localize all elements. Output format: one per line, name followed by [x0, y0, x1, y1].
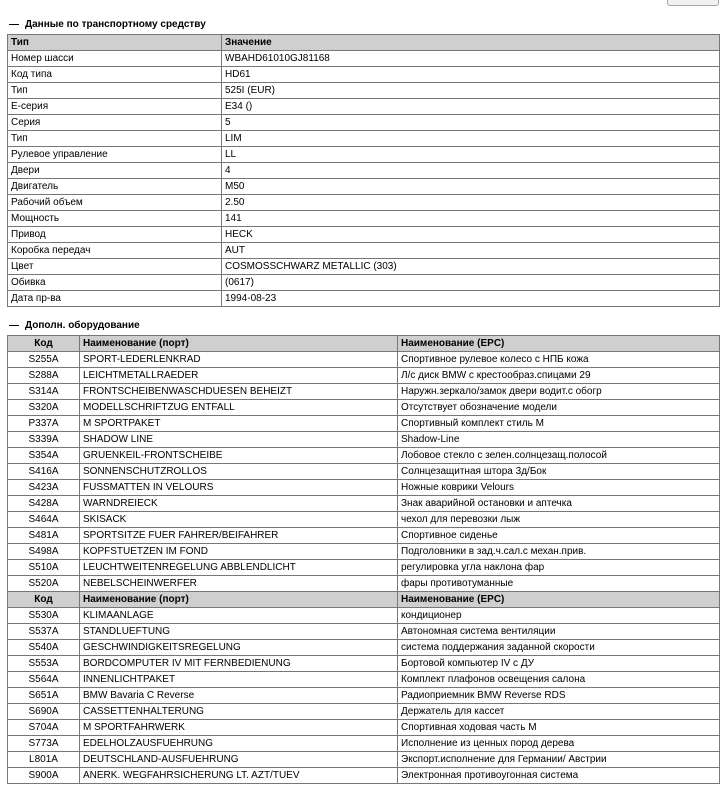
vehicle-row	[8, 211, 720, 227]
equipment-code: S690A	[8, 704, 80, 720]
vehicle-row-label: Дата пр-ва	[8, 291, 222, 307]
equipment-code: S900A	[8, 768, 80, 784]
vehicle-row-label: Привод	[8, 227, 222, 243]
equipment-table-header	[8, 592, 720, 608]
vehicle-row-value: 4	[222, 163, 720, 179]
equipment-name-epc: Экспорт.исполнение для Германии/ Австрии	[398, 752, 720, 768]
equipment-row	[8, 432, 720, 448]
vehicle-row-label: Тип	[8, 83, 222, 99]
vehicle-row-label: Рулевое управление	[8, 147, 222, 163]
vehicle-row	[8, 67, 720, 83]
vehicle-row	[8, 275, 720, 291]
equipment-row	[8, 736, 720, 752]
equipment-name-epc: Лобовое стекло с зелен.солнцезащ.полосой	[398, 448, 720, 464]
equipment-row	[8, 752, 720, 768]
equipment-name-epc: Спортивное рулевое колесо с НПБ кожа	[398, 352, 720, 368]
equipment-row	[8, 464, 720, 480]
equipment-section-header[interactable]	[9, 319, 140, 333]
equipment-table	[7, 335, 720, 784]
vehicle-data-table	[7, 34, 720, 307]
equipment-name-port: GRUENKEIL-FRONTSCHEIBE	[80, 448, 398, 464]
vehicle-row-label: E-серия	[8, 99, 222, 115]
vehicle-row-label: Обивка	[8, 275, 222, 291]
equipment-name-port: EDELHOLZAUSFUEHRUNG	[80, 736, 398, 752]
equipment-code: S537A	[8, 624, 80, 640]
equipment-name-epc: Спортивный комплект стиль M	[398, 416, 720, 432]
equipment-name-epc: Радиоприемник BMW Reverse RDS	[398, 688, 720, 704]
equipment-name-epc: Бортовой компьютер IV с ДУ	[398, 656, 720, 672]
column-header-type: Тип	[8, 35, 222, 51]
vehicle-row-label: Код типа	[8, 67, 222, 83]
equipment-code: S553A	[8, 656, 80, 672]
equipment-name-port: GESCHWINDIGKEITSREGELUNG	[80, 640, 398, 656]
equipment-code: S510A	[8, 560, 80, 576]
vehicle-row-value: AUT	[222, 243, 720, 259]
column-header-code: Код	[8, 336, 80, 352]
vehicle-row-value: (0617)	[222, 275, 720, 291]
equipment-name-port: KLIMAANLAGE	[80, 608, 398, 624]
vehicle-row-value: M50	[222, 179, 720, 195]
equipment-name-port: STANDLUEFTUNG	[80, 624, 398, 640]
column-header-name-epc: Наименование (EPC)	[398, 592, 720, 608]
vehicle-row-value: E34 ()	[222, 99, 720, 115]
equipment-code: S704A	[8, 720, 80, 736]
equipment-name-port: M SPORTFAHRWERK	[80, 720, 398, 736]
vehicle-row-value: HD61	[222, 67, 720, 83]
equipment-code: S314A	[8, 384, 80, 400]
vehicle-row	[8, 243, 720, 259]
vehicle-row	[8, 195, 720, 211]
vehicle-row	[8, 147, 720, 163]
equipment-row	[8, 528, 720, 544]
equipment-row	[8, 720, 720, 736]
equipment-row	[8, 608, 720, 624]
equipment-name-epc: Shadow-Line	[398, 432, 720, 448]
vehicle-row-value: LL	[222, 147, 720, 163]
equipment-row	[8, 560, 720, 576]
vehicle-row-label: Коробка передач	[8, 243, 222, 259]
equipment-code: S320A	[8, 400, 80, 416]
vehicle-row	[8, 115, 720, 131]
equipment-name-port: SHADOW LINE	[80, 432, 398, 448]
equipment-name-epc: Держатель для кассет	[398, 704, 720, 720]
vehicle-row	[8, 179, 720, 195]
equipment-code: S339A	[8, 432, 80, 448]
equipment-row	[8, 480, 720, 496]
equipment-section-title: Дополн. оборудование	[25, 320, 140, 331]
equipment-name-epc: Спортивное сиденье	[398, 528, 720, 544]
equipment-code: S651A	[8, 688, 80, 704]
equipment-row	[8, 576, 720, 592]
equipment-name-port: FUSSMATTEN IN VELOURS	[80, 480, 398, 496]
equipment-name-epc: регулировка угла наклона фар	[398, 560, 720, 576]
vehicle-row-value: WBAHD61010GJ81168	[222, 51, 720, 67]
equipment-name-epc: фары противотуманные	[398, 576, 720, 592]
equipment-code: S354A	[8, 448, 80, 464]
equipment-name-port: SKISACK	[80, 512, 398, 528]
vehicle-row-value: 2.50	[222, 195, 720, 211]
equipment-row	[8, 512, 720, 528]
vehicle-table-body	[8, 51, 720, 307]
equipment-row	[8, 448, 720, 464]
equipment-name-port: CASSETTENHALTERUNG	[80, 704, 398, 720]
equipment-name-port: BORDCOMPUTER IV MIT FERNBEDIENUNG	[80, 656, 398, 672]
equipment-code: S481A	[8, 528, 80, 544]
equipment-name-epc: система поддержания заданной скорости	[398, 640, 720, 656]
vehicle-row	[8, 259, 720, 275]
equipment-code: S530A	[8, 608, 80, 624]
equipment-name-epc: Л/с диск BMW с крестообраз.спицами 29	[398, 368, 720, 384]
equipment-name-port: NEBELSCHEINWERFER	[80, 576, 398, 592]
equipment-name-epc: Электронная противоугонная система	[398, 768, 720, 784]
equipment-name-port: MODELLSCHRIFTZUG ENTFALL	[80, 400, 398, 416]
vehicle-row-value: HECK	[222, 227, 720, 243]
equipment-name-epc: Исполнение из ценных пород дерева	[398, 736, 720, 752]
equipment-name-epc: Солнцезащитная штора 3д/Бок	[398, 464, 720, 480]
equipment-name-port: FRONTSCHEIBENWASCHDUESEN BEHEIZT	[80, 384, 398, 400]
equipment-row	[8, 640, 720, 656]
vehicle-section-header[interactable]	[9, 18, 206, 32]
vehicle-row-label: Двери	[8, 163, 222, 179]
equipment-name-port: DEUTSCHLAND-AUSFUEHRUNG	[80, 752, 398, 768]
vehicle-row-value: COSMOSSCHWARZ METALLIC (303)	[222, 259, 720, 275]
equipment-code: S773A	[8, 736, 80, 752]
equipment-name-epc: чехол для перевозки лыж	[398, 512, 720, 528]
equipment-name-epc: Ножные коврики Velours	[398, 480, 720, 496]
equipment-name-epc: Знак аварийной остановки и аптечка	[398, 496, 720, 512]
equipment-row	[8, 656, 720, 672]
equipment-name-port: KOPFSTUETZEN IM FOND	[80, 544, 398, 560]
vehicle-section-title: Данные по транспортному средству	[25, 19, 206, 30]
vehicle-row-label: Мощность	[8, 211, 222, 227]
equipment-code: P337A	[8, 416, 80, 432]
equipment-code: S520A	[8, 576, 80, 592]
equipment-name-port: LEUCHTWEITENREGELUNG ABBLENDLICHT	[80, 560, 398, 576]
vehicle-row	[8, 83, 720, 99]
equipment-code: S416A	[8, 464, 80, 480]
equipment-name-epc: Наружн.зеркало/замок двери водит.с обогр	[398, 384, 720, 400]
equipment-row	[8, 400, 720, 416]
vehicle-row-label: Двигатель	[8, 179, 222, 195]
vehicle-row	[8, 131, 720, 147]
equipment-code: S564A	[8, 672, 80, 688]
equipment-row	[8, 384, 720, 400]
equipment-row	[8, 768, 720, 784]
equipment-table-header	[8, 336, 720, 352]
equipment-name-epc: Комплект плафонов освещения салона	[398, 672, 720, 688]
vehicle-row-value: LIM	[222, 131, 720, 147]
equipment-row	[8, 496, 720, 512]
equipment-name-port: SPORTSITZE FUER FAHRER/BEIFAHRER	[80, 528, 398, 544]
collapse-icon[interactable]: —	[9, 19, 19, 30]
equipment-name-epc: кондиционер	[398, 608, 720, 624]
equipment-code: L801A	[8, 752, 80, 768]
equipment-name-port: M SPORTPAKET	[80, 416, 398, 432]
equipment-row	[8, 624, 720, 640]
equipment-name-epc: Отсутствует обозначение модели	[398, 400, 720, 416]
vehicle-table-header	[8, 35, 720, 51]
vehicle-row-label: Рабочий объем	[8, 195, 222, 211]
equipment-code: S464A	[8, 512, 80, 528]
equipment-name-port: SPORT-LEDERLENKRAD	[80, 352, 398, 368]
equipment-name-port: WARNDREIECK	[80, 496, 398, 512]
equipment-name-port: ANERK. WEGFAHRSICHERUNG LT. AZT/TUEV	[80, 768, 398, 784]
equipment-code: S428A	[8, 496, 80, 512]
equipment-name-port: INNENLICHTPAKET	[80, 672, 398, 688]
vehicle-row-value: 141	[222, 211, 720, 227]
equipment-code: S423A	[8, 480, 80, 496]
vehicle-row-value: 525I (EUR)	[222, 83, 720, 99]
equipment-name-epc: Автономная система вентиляции	[398, 624, 720, 640]
equipment-code: S255A	[8, 352, 80, 368]
vehicle-row-label: Серия	[8, 115, 222, 131]
vehicle-row	[8, 99, 720, 115]
equipment-name-port: LEICHTMETALLRAEDER	[80, 368, 398, 384]
vehicle-row-value: 1994-08-23	[222, 291, 720, 307]
vehicle-row-value: 5	[222, 115, 720, 131]
vehicle-row-label: Цвет	[8, 259, 222, 275]
top-corner-button[interactable]	[667, 0, 719, 6]
equipment-name-epc: Спортивная ходовая часть M	[398, 720, 720, 736]
column-header-name-port: Наименование (порт)	[80, 336, 398, 352]
vehicle-row	[8, 51, 720, 67]
equipment-row	[8, 688, 720, 704]
equipment-row	[8, 672, 720, 688]
equipment-name-epc: Подголовники в зад.ч.сал.с механ.прив.	[398, 544, 720, 560]
equipment-name-port: SONNENSCHUTZROLLOS	[80, 464, 398, 480]
equipment-row	[8, 352, 720, 368]
equipment-code: S288A	[8, 368, 80, 384]
equipment-code: S498A	[8, 544, 80, 560]
column-header-name-epc: Наименование (EPC)	[398, 336, 720, 352]
equipment-code: S540A	[8, 640, 80, 656]
column-header-value: Значение	[222, 35, 720, 51]
vehicle-row	[8, 163, 720, 179]
equipment-name-port: BMW Bavaria C Reverse	[80, 688, 398, 704]
vehicle-row	[8, 291, 720, 307]
vehicle-row-label: Номер шасси	[8, 51, 222, 67]
equipment-row	[8, 368, 720, 384]
vehicle-row-label: Тип	[8, 131, 222, 147]
collapse-icon[interactable]: —	[9, 320, 19, 331]
equipment-row	[8, 416, 720, 432]
column-header-code: Код	[8, 592, 80, 608]
vehicle-row	[8, 227, 720, 243]
equipment-row	[8, 704, 720, 720]
column-header-name-port: Наименование (порт)	[80, 592, 398, 608]
equipment-row	[8, 544, 720, 560]
equipment-table-body	[8, 336, 720, 784]
